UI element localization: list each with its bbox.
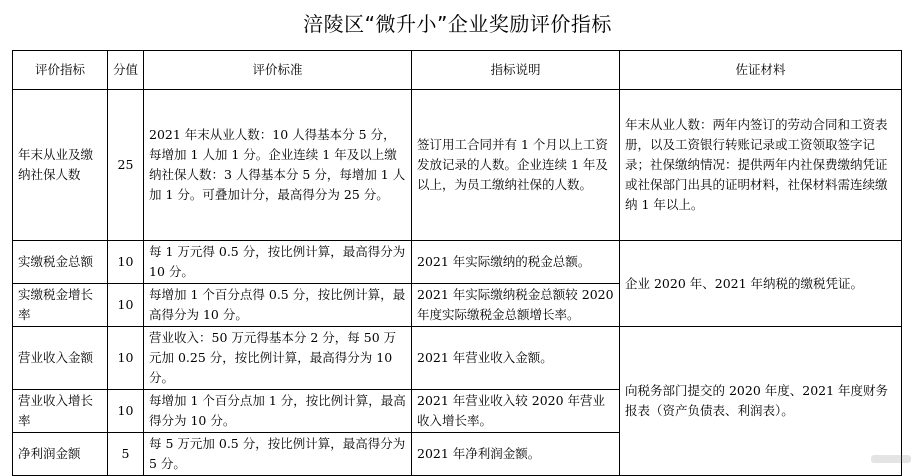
table-row (13, 241, 902, 284)
watermark-mark (871, 455, 911, 463)
row-description: 2021 年营业收入金额。 (412, 327, 620, 390)
row-indicator: 营业收入增长率 (13, 390, 108, 433)
row-description: 签订用工合同并有 1 个月以上工资发放记录的人数。企业连续 1 年及以上，为员工缴纳社保的人数。 (412, 90, 620, 241)
row-description: 2021 年净利润金额。 (412, 433, 620, 476)
header-indicator: 评价指标 (13, 51, 108, 90)
header-evidence: 佐证材料 (620, 51, 902, 90)
row-indicator: 实缴税金总额 (13, 241, 108, 284)
row-standard: 每 5 万元加 0.5 分，按比例计算，最高得分为 5 分。 (144, 433, 412, 476)
row-score: 10 (108, 390, 144, 433)
header-standard: 评价标准 (144, 51, 412, 90)
row-indicator: 年末从业及缴纳社保人数 (13, 90, 108, 241)
evidence-tax: 企业 2020 年、2021 年纳税的缴税凭证。 (620, 241, 902, 327)
row-score: 25 (108, 90, 144, 241)
row-score: 10 (108, 327, 144, 390)
header-description: 指标说明 (412, 51, 620, 90)
row-description: 2021 年实际缴纳的税金总额。 (412, 241, 620, 284)
header-score: 分值 (108, 51, 144, 90)
row-score: 10 (108, 241, 144, 284)
row-indicator: 营业收入金额 (13, 327, 108, 390)
row-description: 2021 年实际缴纳税金总额较 2020 年度实际缴税金总额增长率。 (412, 284, 620, 327)
page-title: 涪陵区“微升小”企业奖励评价指标 (0, 8, 915, 37)
row-standard: 2021 年末从业人数：10 人得基本分 5 分，每增加 1 人加 1 分。企业连续 1 年及以上缴纳社保人数：3 人得基本分 5 分，每增加 1 人加 1 分。可叠加计分，最高得分为 25 分。 (144, 90, 412, 241)
row-standard: 每增加 1 个百分点加 1 分，按比例计算，最高得分为 10 分。 (144, 390, 412, 433)
evidence-finance: 向税务部门提交的 2020 年度、2021 年度财务报表（资产负债表、利润表）。 (620, 327, 902, 476)
row-standard: 每 1 万元得 0.5 分，按比例计算，最高得分为 10 分。 (144, 241, 412, 284)
table-row (13, 90, 902, 241)
table-row (13, 327, 902, 390)
table-header (13, 51, 902, 90)
row-score: 5 (108, 433, 144, 476)
row-score: 10 (108, 284, 144, 327)
row-standard: 营业收入：50 万元得基本分 2 分，每 50 万元加 0.25 分，按比例计算，最高得分为 10 分。 (144, 327, 412, 390)
row-indicator: 净利润金额 (13, 433, 108, 476)
row-indicator: 实缴税金增长率 (13, 284, 108, 327)
row-description: 2021 年营业收入较 2020 年营业收入增长率。 (412, 390, 620, 433)
criteria-table (12, 50, 902, 476)
row-standard: 每增加 1 个百分点得 0.5 分，按比例计算，最高得分为 10 分。 (144, 284, 412, 327)
row-evidence: 年末从业人数：两年内签订的劳动合同和工资表册，以及工资银行转账记录或工资领取签字记录；社保缴纳情况：提供两年内社保费缴纳凭证或社保部门出具的证明材料，社保材料需连续缴纳 1 年以上。 (620, 90, 902, 241)
